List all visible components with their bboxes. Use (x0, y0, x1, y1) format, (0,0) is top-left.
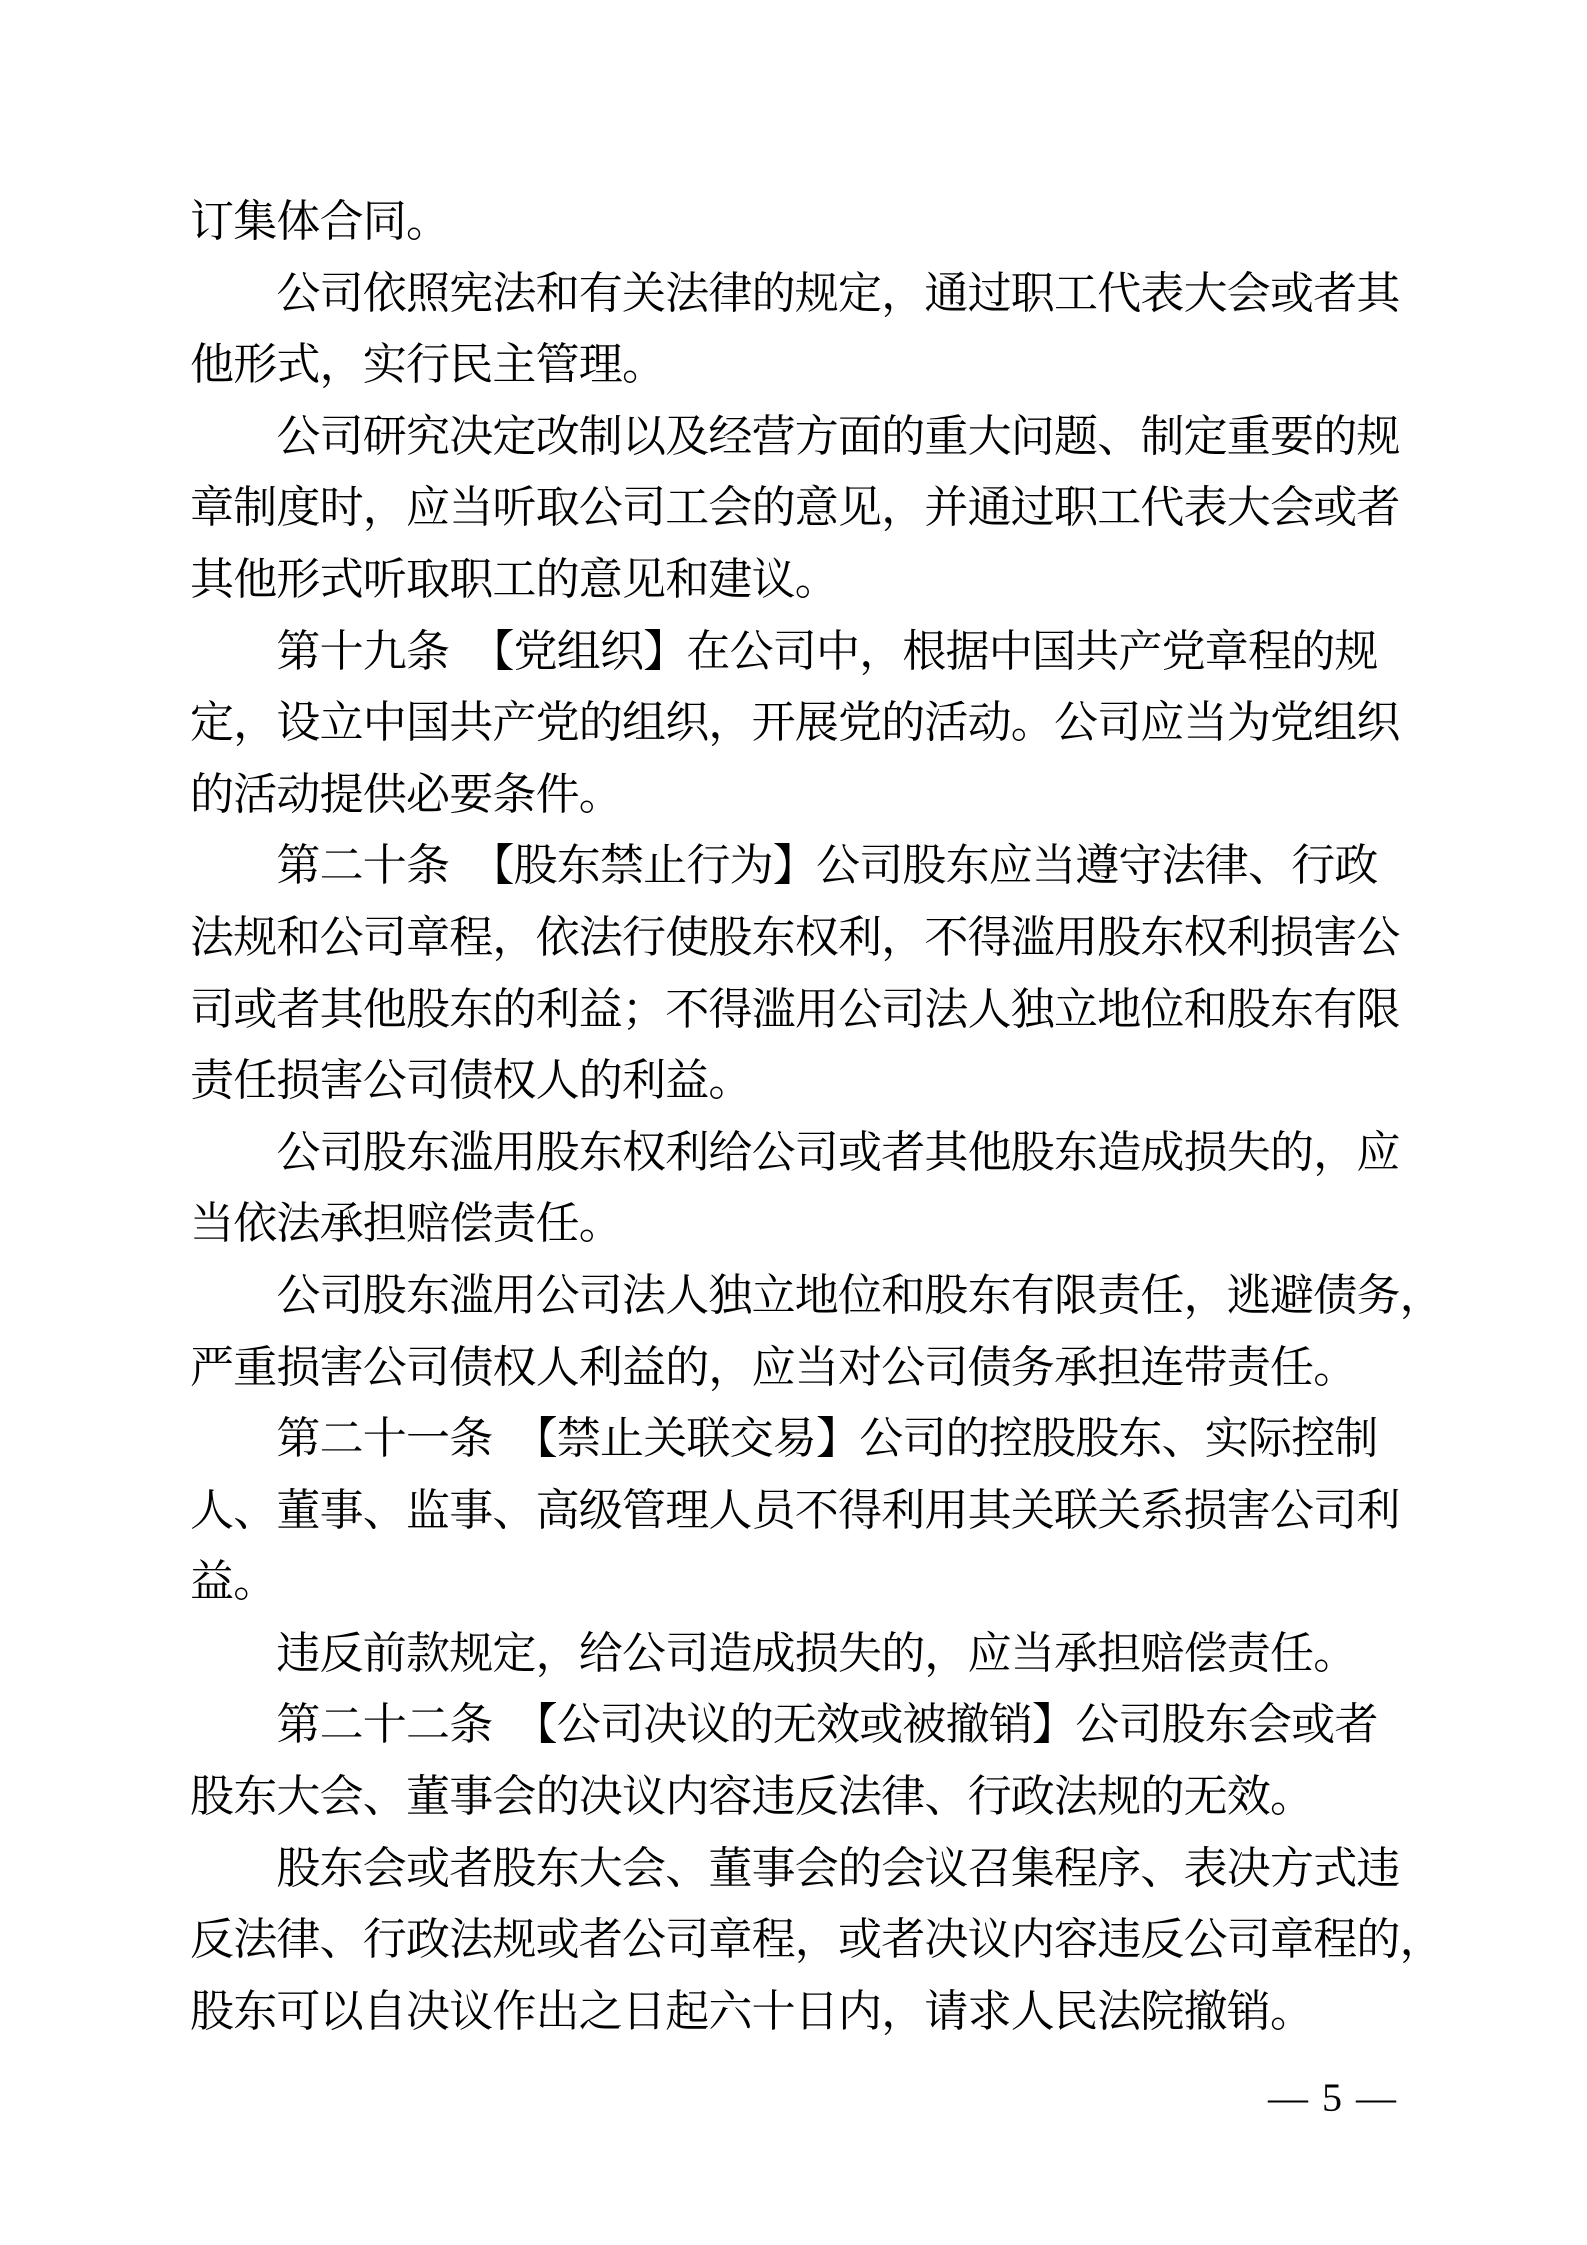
text-line: 公司股东滥用股东权利给公司或者其他股东造成损失的，应 (190, 1127, 1400, 1177)
text-line: 章制度时，应当听取公司工会的意见，并通过职工代表大会或者 (190, 483, 1400, 533)
text-line: 公司股东滥用公司法人独立地位和股东有限责任，逃避债务， (190, 1270, 1443, 1320)
text-line: 反法律、行政法规或者公司章程，或者决议内容违反公司章程的， (190, 1915, 1443, 1965)
text-line: 他形式，实行民主管理。 (190, 340, 666, 390)
text-line: 的活动提供必要条件。 (190, 769, 622, 819)
text-line: 订集体合同。 (190, 197, 450, 246)
text-line: 责任损害公司债权人的利益。 (190, 1056, 752, 1106)
text-line: 益。 (190, 1557, 277, 1607)
text-line: 司或者其他股东的利益；不得滥用公司法人独立地位和股东有限 (190, 984, 1400, 1034)
text-line-article-19: 第十九条 【党组织】在公司中，根据中国共产党章程的规 (190, 626, 1378, 676)
text-line: 法规和公司章程，依法行使股东权利，不得滥用股东权利损害公 (190, 912, 1400, 962)
page-number: — 5 — (1268, 2075, 1398, 2120)
text-line-article-21: 第二十一条 【禁止关联交易】公司的控股股东、实际控制 (190, 1414, 1378, 1464)
text-line: 当依法承担赔偿责任。 (190, 1199, 622, 1249)
text-line: 股东会或者股东大会、董事会的会议召集程序、表决方式违 (190, 1843, 1400, 1893)
text-line: 公司研究决定改制以及经营方面的重大问题、制定重要的规 (190, 411, 1400, 461)
text-line: 定，设立中国共产党的组织，开展党的活动。公司应当为党组织 (190, 698, 1400, 748)
text-line: 人、董事、监事、高级管理人员不得利用其关联关系损害公司利 (190, 1485, 1400, 1535)
text-line: 公司依照宪法和有关法律的规定，通过职工代表大会或者其 (190, 268, 1400, 318)
text-line-article-22: 第二十二条 【公司决议的无效或被撤销】公司股东会或者 (190, 1700, 1378, 1750)
text-line: 股东大会、董事会的决议内容违反法律、行政法规的无效。 (190, 1772, 1314, 1822)
text-line: 股东可以自决议作出之日起六十日内，请求人民法院撤销。 (190, 1986, 1314, 2036)
text-line: 严重损害公司债权人利益的，应当对公司债务承担连带责任。 (190, 1342, 1357, 1392)
text-line-article-20: 第二十条 【股东禁止行为】公司股东应当遵守法律、行政 (190, 841, 1378, 891)
text-line: 违反前款规定，给公司造成损失的，应当承担赔偿责任。 (190, 1628, 1357, 1678)
document-body (190, 186, 1443, 2047)
text-line: 其他形式听取职工的意见和建议。 (190, 554, 838, 604)
